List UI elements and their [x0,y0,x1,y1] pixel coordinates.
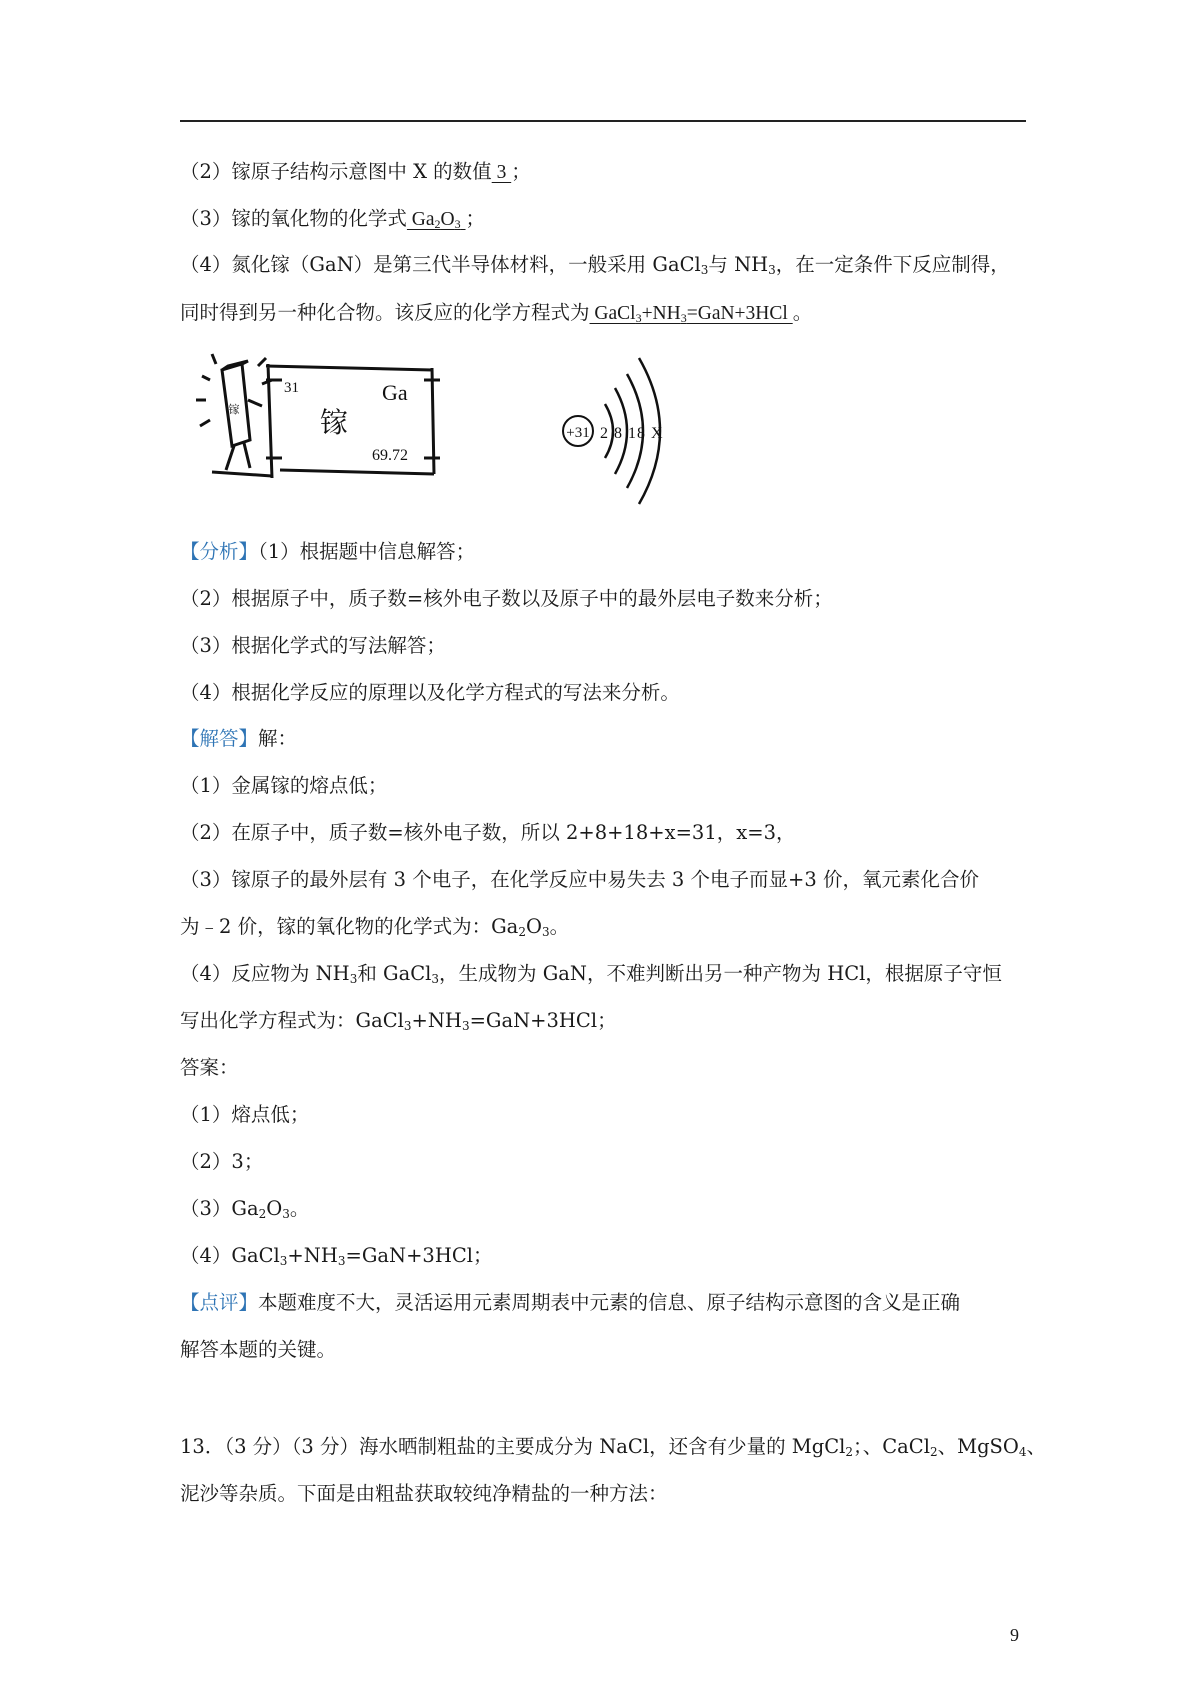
element-symbol: Ga [382,380,408,405]
q2-answer: 3 [491,162,512,183]
answers-label: 答案： [180,1056,239,1079]
answer-2: （2）3； [180,1150,264,1173]
solution-line3b: 为﹣2 价，镓的氧化物的化学式为：$Ga_2O_3$。 [180,915,570,939]
solution-line2: （2）在原子中，质子数=核外电子数，所以 2+8+18+x=31，x=3， [180,821,796,844]
atomic-number: 31 [284,380,299,396]
analysis-line1: 【分析】（1）根据题中信息解答； [180,540,476,563]
solution-line1: （1）金属镓的熔点低； [180,774,388,797]
answer-3: $(3)Ga_2O_3$。 [180,1197,310,1221]
nucleus-charge: +31 [566,425,590,441]
comment-line1: 【点评】本题难度不大，灵活运用元素周期表中元素的信息、原子结构示意图的含义是正确 [180,1291,961,1314]
q4-line1: （4）氮化镓（GaN）是第三代半导体材料，一般采用 GaCl$_3$与 $NH_3$，在一定条件下反应制得， [180,253,1010,277]
answer-1: （1）熔点低； [180,1103,310,1126]
solution-line4: （4）反应物为 $NH_3$和 GaCl$_3$，生成物为 GaN，不难判断出另一种产物为 HCl，根据原子守恒 [180,962,1002,986]
q4-answer: $GaCl_3+NH_3=GaN+3HCl$ [589,303,793,325]
analysis-tag: 【分析】 [180,540,259,563]
atomic-mass: 69.72 [372,447,408,464]
analysis-line2: （2）根据原子中，质子数=核外电子数以及原子中的最外层电子数来分析； [180,587,833,610]
shell-electrons: 2 8 18 X [600,425,664,442]
q3-line: （3）镓的氧化物的化学式 $Ga_2O_3$ ； [180,207,486,231]
page-number: 9 [1010,1625,1019,1645]
answer-4: $(4)GaCl_3+NH_3=GaN+3HCl$； [180,1244,493,1268]
q3-answer: $Ga_2O_3$ [406,209,461,231]
comment-tag: 【点评】 [180,1291,259,1314]
q13-line2: 泥沙等杂质。下面是由粗盐获取较纯净精盐的一种方法： [180,1482,668,1505]
solution-tag: 【解答】 [180,727,259,750]
solution-lead: 【解答】解： [180,727,298,750]
analysis-line4: （4）根据化学反应的原理以及化学方程式的写法来分析。 [180,681,680,704]
element-card-figure [182,350,442,490]
header-rule [180,120,1026,122]
element-name: 镓 [320,406,349,439]
comment-line2: 解答本题的关键。 [180,1338,337,1361]
solution-line3: （3）镓原子的最外层有 3 个电子，在化学反应中易失去 3 个电子而显+3 价，氧元素化合价 [180,868,979,891]
cartoon-ga-char: 镓 [228,403,240,416]
atomic-structure-figure [555,352,695,512]
q2-line: （2）镓原子结构示意图中 X 的数值 3 ； [180,160,531,183]
q13-line1: 13．（3 分）（3 分）海水晒制粗盐的主要成分为 NaCl，还含有少量的 MgCl$_2$；、CaCl$_2$、MgSO$_4$、 [180,1435,1047,1459]
analysis-line3: （3）根据化学式的写法解答； [180,634,446,657]
solution-line4b: 写出化学方程式为：$GaCl_3+NH_3=GaN+3HCl$； [180,1009,617,1033]
q4-line2: 同时得到另一种化合物。该反应的化学方程式为 $GaCl_3+NH_3=GaN+3HCl$ 。 [180,301,813,325]
